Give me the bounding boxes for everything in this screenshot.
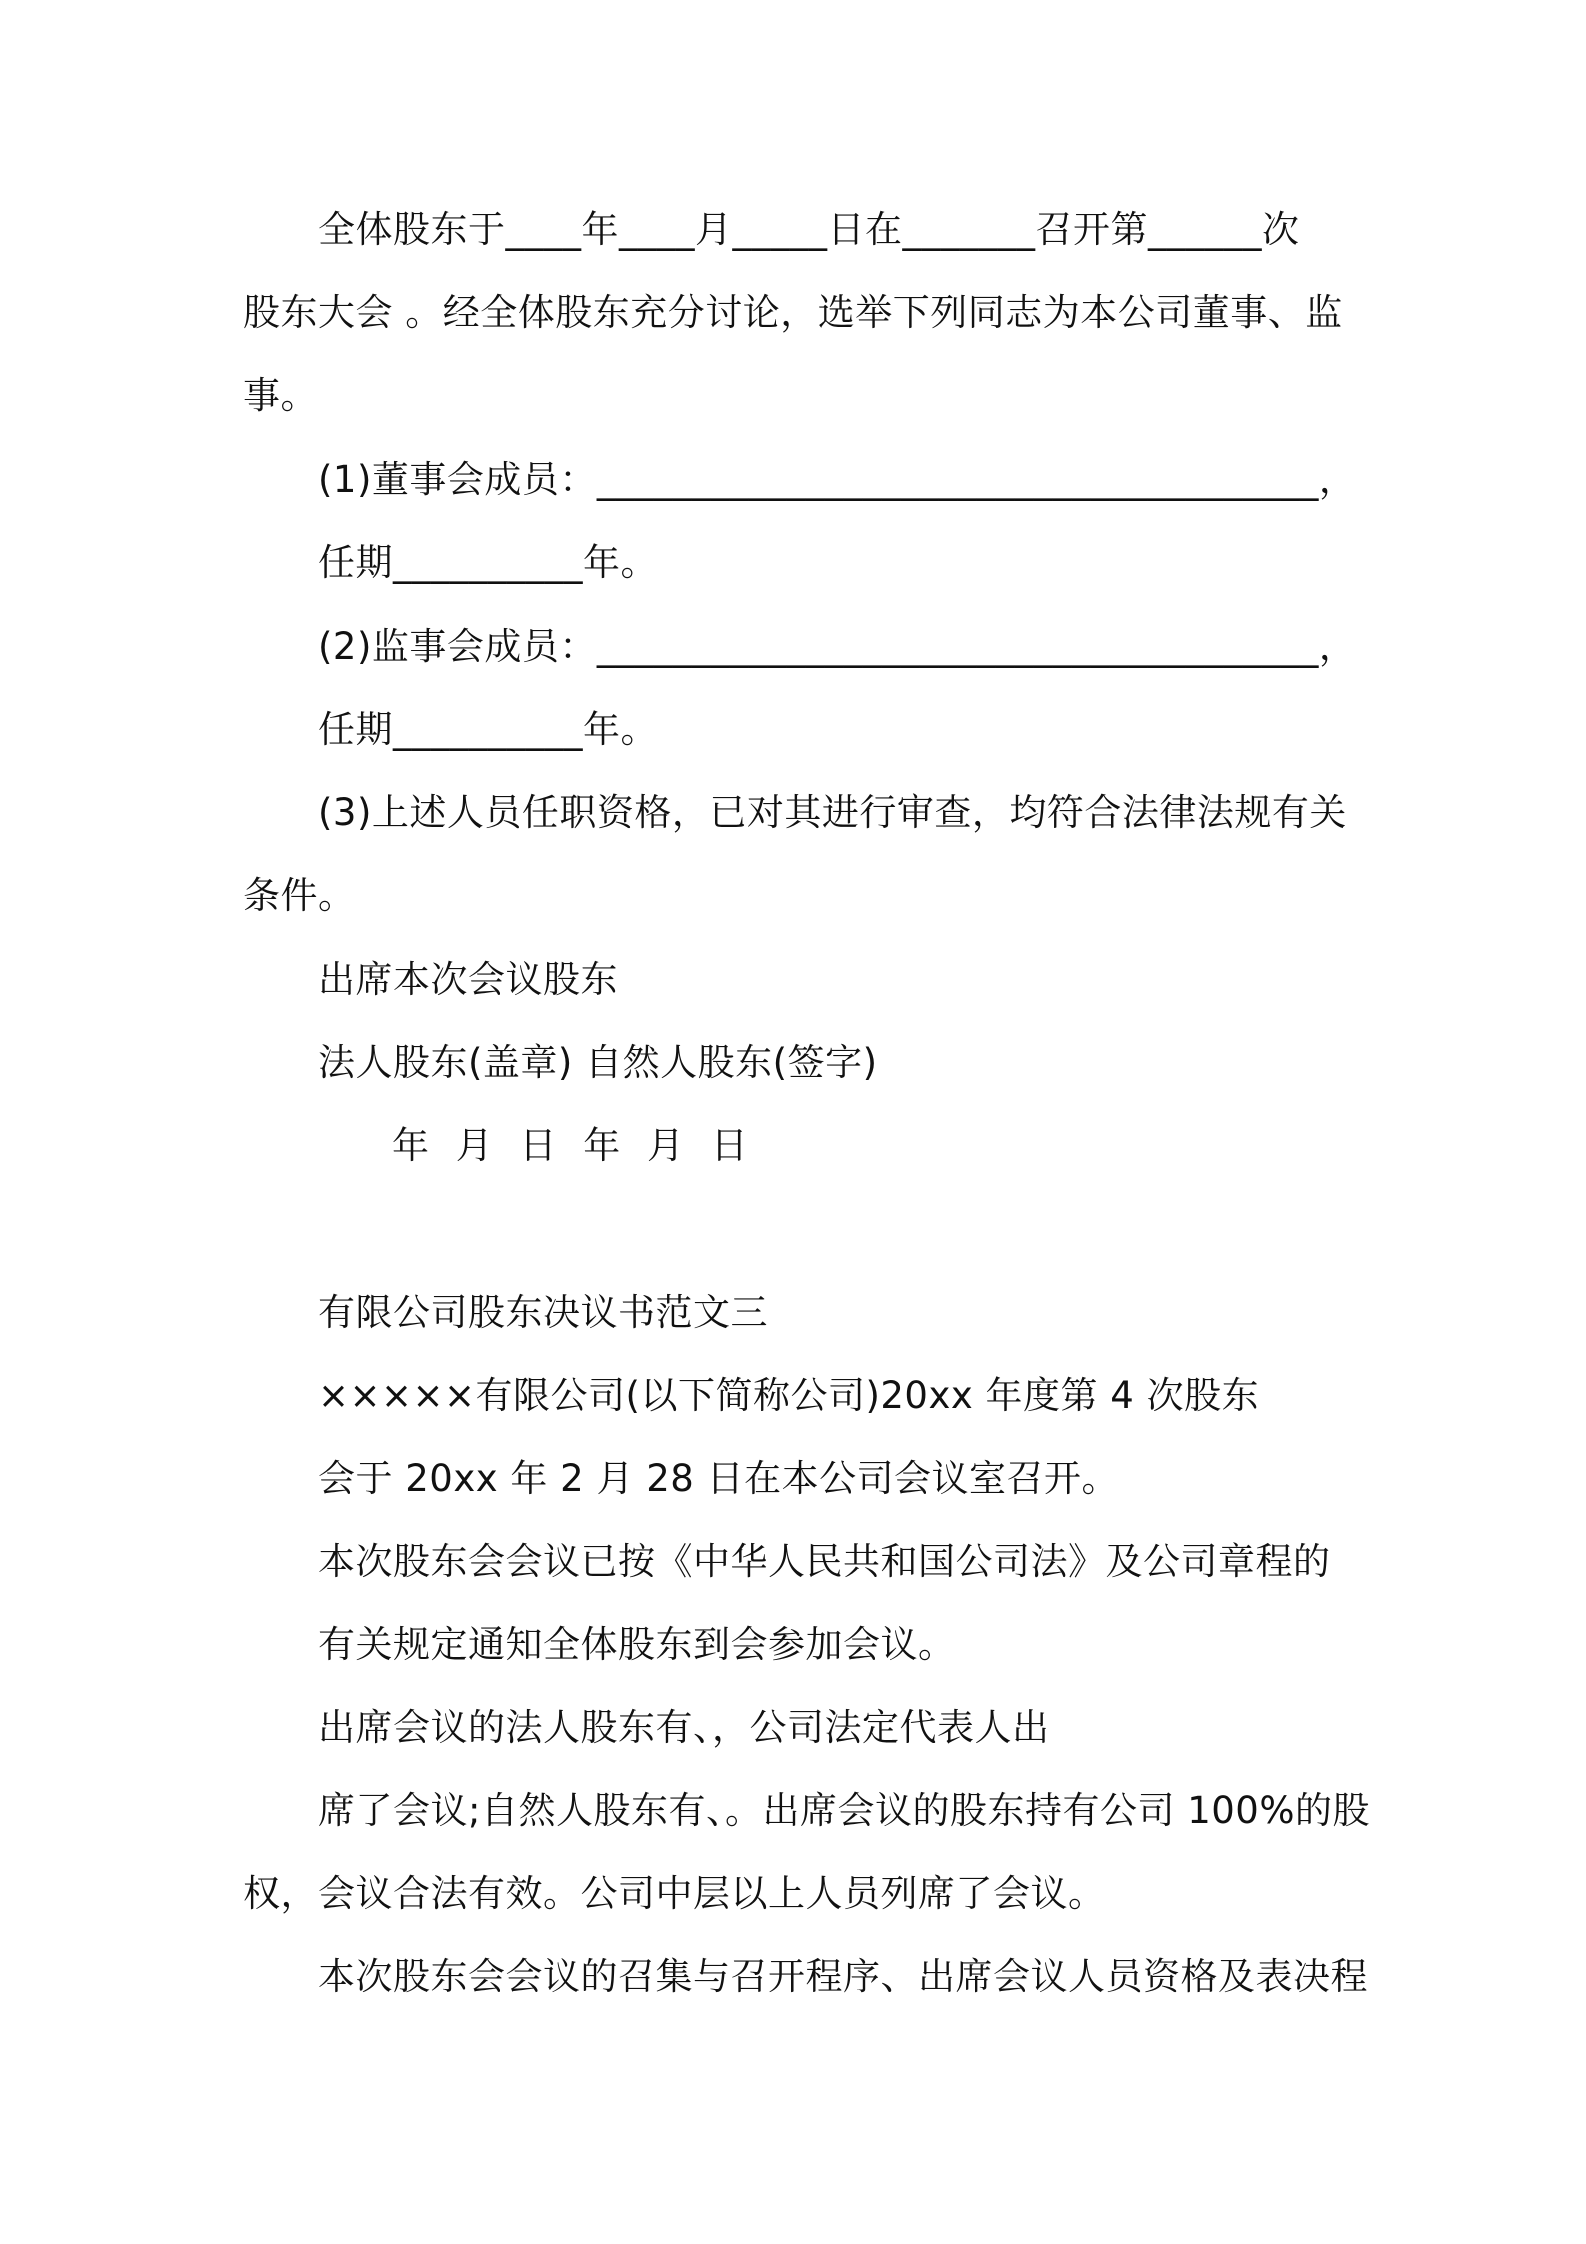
board-term-line: 任期__________年。 (318, 541, 658, 584)
body-line: 席了会议;自然人股东有、。出席会议的股东持有公司 100%的股 (318, 1789, 1371, 1832)
body-line: 权，会议合法有效。公司中层以上人员列席了会议。 (243, 1872, 1106, 1915)
signature-labels: 法人股东(盖章) 自然人股东(签字) (318, 1041, 878, 1084)
body-line: 会于 20xx 年 2 月 28 日在本公司会议室召开。 (318, 1457, 1120, 1500)
section-title: 有限公司股东决议书范文三 (318, 1291, 768, 1334)
body-line: 本次股东会会议已按《中华人民共和国公司法》及公司章程的 (318, 1540, 1331, 1583)
body-line: ×××××有限公司(以下简称公司)20xx 年度第 4 次股东 (318, 1374, 1260, 1417)
body-line: 有关规定通知全体股东到会参加会议。 (318, 1623, 956, 1666)
body-line: 出席会议的法人股东有、，公司法定代表人出 (318, 1706, 1050, 1749)
meeting-intro-line-2: 股东大会 。经全体股东充分讨论，选举下列同志为本公司董事、监 (243, 291, 1343, 334)
signature-dates: 年 月 日 年 月 日 (392, 1124, 749, 1167)
board-members-line: (1)董事会成员：______________________________________， (318, 458, 1357, 501)
meeting-intro-line-3: 事。 (243, 374, 318, 417)
supervisors-term-line: 任期__________年。 (318, 708, 658, 751)
attendees-heading: 出席本次会议股东 (318, 958, 618, 1001)
qualification-line-2: 条件。 (243, 874, 356, 917)
body-line: 本次股东会会议的召集与召开程序、出席会议人员资格及表决程 (318, 1955, 1368, 1998)
meeting-intro-line: 全体股东于____年____月_____日在_______召开第______次 (318, 208, 1300, 251)
qualification-line: (3)上述人员任职资格，已对其进行审查，均符合法律法规有关 (318, 791, 1347, 834)
supervisors-line: (2)监事会成员：______________________________________， (318, 625, 1357, 668)
